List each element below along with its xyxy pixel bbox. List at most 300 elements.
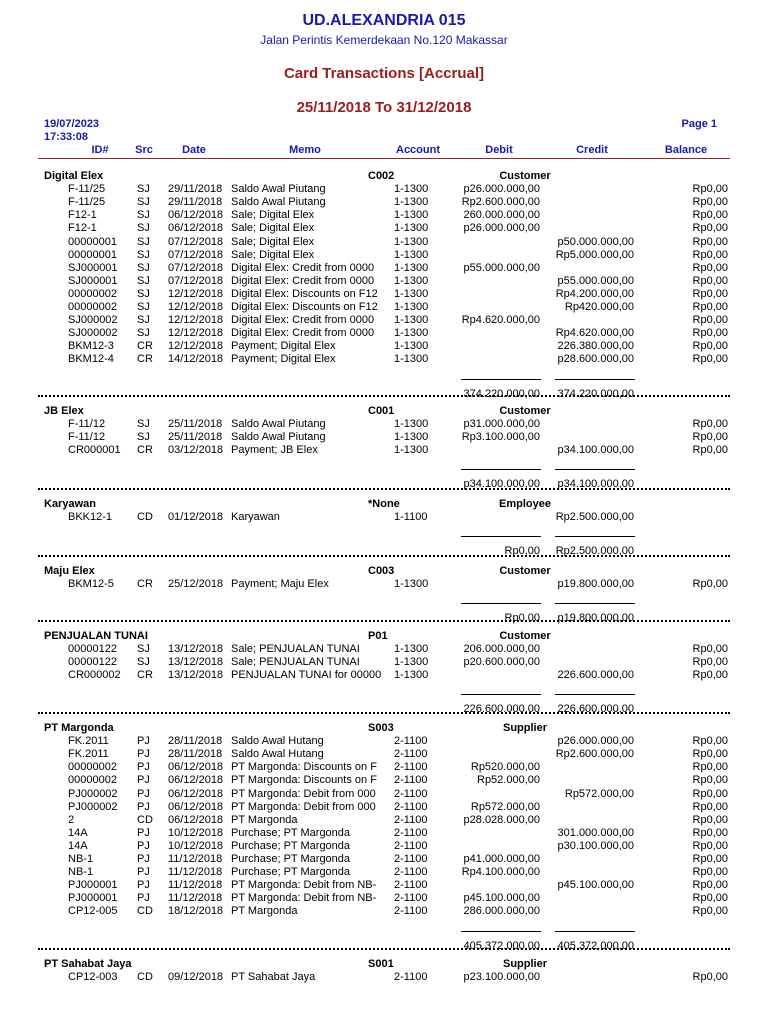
cell-balance: Rp0,00 bbox=[692, 236, 728, 248]
card-section bbox=[0, 498, 768, 557]
cell-date: 12/12/2018 bbox=[168, 314, 224, 326]
cell-src: SJ bbox=[137, 656, 150, 668]
cell-date: 06/12/2018 bbox=[168, 222, 224, 234]
cell-date: 11/12/2018 bbox=[168, 866, 223, 878]
cell-src: SJ bbox=[137, 275, 150, 287]
cell-account: 1-1300 bbox=[394, 209, 429, 221]
cell-debit: Rp52.000,00 bbox=[477, 774, 540, 786]
cell-balance: Rp0,00 bbox=[692, 196, 728, 208]
cell-memo: PT Margonda: Debit from NB- bbox=[231, 892, 377, 904]
table-row bbox=[0, 879, 768, 892]
cell-balance: Rp0,00 bbox=[692, 971, 728, 983]
cell-debit bbox=[440, 827, 540, 840]
cell-account: 1-1300 bbox=[394, 222, 429, 234]
cell-date: 06/12/2018 bbox=[168, 774, 224, 786]
card-code: C002 bbox=[368, 170, 395, 182]
report-title: Card Transactions [Accrual] bbox=[283, 65, 485, 82]
cell-id: PJ000001 bbox=[68, 892, 118, 904]
cell-id: CR000001 bbox=[68, 444, 121, 456]
cell-account: 1-1300 bbox=[394, 275, 429, 287]
cell-memo: PT Margonda: Debit from 000 bbox=[231, 801, 376, 813]
column-header-id: ID# bbox=[91, 144, 109, 156]
total-credit: 374.220.000,00 bbox=[557, 388, 634, 400]
cell-date: 11/12/2018 bbox=[168, 879, 223, 891]
cell-date: 12/12/2018 bbox=[168, 288, 224, 300]
cell-credit bbox=[540, 801, 634, 814]
cell-debit bbox=[440, 788, 540, 801]
cell-debit: p26.000.000,00 bbox=[463, 183, 540, 195]
section-divider bbox=[38, 488, 730, 490]
total-credit: 405.372.000,00 bbox=[557, 940, 634, 952]
section-divider bbox=[38, 948, 730, 950]
cell-account: 1-1300 bbox=[394, 656, 429, 668]
card-type: Customer bbox=[499, 405, 551, 417]
cell-memo: Purchase; PT Margonda bbox=[231, 866, 351, 878]
cell-date: 07/12/2018 bbox=[168, 275, 224, 287]
cell-date: 14/12/2018 bbox=[168, 353, 224, 365]
table-row bbox=[0, 314, 768, 327]
cell-account: 2-1100 bbox=[394, 892, 428, 904]
cell-debit: 260.000.000,00 bbox=[463, 209, 540, 221]
cell-debit: Rp572.000,00 bbox=[470, 801, 540, 813]
cell-memo: PT Sahabat Jaya bbox=[231, 971, 316, 983]
print-date: 19/07/2023 bbox=[44, 118, 100, 130]
cell-debit: p20.600.000,00 bbox=[463, 656, 540, 668]
cell-memo: Digital Elex: Discounts on F12 bbox=[231, 301, 378, 313]
column-header-debit: Debit bbox=[485, 144, 513, 156]
cell-src: SJ bbox=[137, 183, 150, 195]
cell-credit bbox=[540, 262, 634, 275]
total-debit: 405.372.000,00 bbox=[463, 940, 540, 952]
cell-account: 2-1100 bbox=[394, 879, 428, 891]
total-debit: p34.100.000,00 bbox=[463, 478, 540, 490]
cell-debit: p55.000.000,00 bbox=[463, 262, 540, 274]
cell-credit: p45.100.000,00 bbox=[557, 879, 634, 891]
cell-credit: Rp420.000,00 bbox=[564, 301, 634, 313]
cell-credit: p34.100.000,00 bbox=[557, 444, 634, 456]
cell-date: 29/11/2018 bbox=[168, 183, 223, 195]
cell-date: 06/12/2018 bbox=[168, 209, 224, 221]
card-section bbox=[0, 405, 768, 490]
cell-balance: Rp0,00 bbox=[692, 801, 728, 813]
cell-credit bbox=[540, 222, 634, 235]
cell-id: SJ000002 bbox=[68, 327, 118, 339]
cell-credit bbox=[540, 196, 634, 209]
column-header-date: Date bbox=[182, 144, 206, 156]
cell-src: CD bbox=[137, 905, 153, 917]
cell-debit bbox=[440, 748, 540, 761]
cell-account: 1-1300 bbox=[394, 288, 429, 300]
cell-id: SJ000001 bbox=[68, 262, 118, 274]
table-row bbox=[0, 656, 768, 669]
cell-id: 00000002 bbox=[68, 301, 117, 313]
card-section bbox=[0, 170, 768, 400]
cell-date: 25/11/2018 bbox=[168, 418, 223, 430]
cell-credit bbox=[540, 209, 634, 222]
total-rule-debit bbox=[461, 931, 541, 932]
cell-balance: Rp0,00 bbox=[692, 814, 728, 826]
cell-credit: Rp5.000.000,00 bbox=[555, 249, 634, 261]
cell-src: PJ bbox=[137, 879, 150, 891]
cell-account: 1-1300 bbox=[394, 578, 429, 590]
cell-memo: Payment; Digital Elex bbox=[231, 340, 336, 352]
total-rule-credit bbox=[555, 536, 635, 537]
section-divider bbox=[38, 620, 730, 622]
cell-debit: p45.100.000,00 bbox=[463, 892, 540, 904]
cell-balance: Rp0,00 bbox=[692, 643, 728, 655]
total-rule-debit bbox=[461, 603, 541, 604]
cell-date: 06/12/2018 bbox=[168, 814, 224, 826]
cell-src: PJ bbox=[137, 866, 150, 878]
cell-account: 1-1300 bbox=[394, 183, 429, 195]
cell-account: 1-1300 bbox=[394, 444, 429, 456]
cell-debit: Rp4.620.000,00 bbox=[461, 314, 540, 326]
cell-memo: Digital Elex: Credit from 0000 bbox=[231, 314, 375, 326]
table-row bbox=[0, 262, 768, 275]
cell-memo: Digital Elex: Credit from 0000 bbox=[231, 262, 375, 274]
cell-memo: Purchase; PT Margonda bbox=[231, 853, 351, 865]
cell-debit: p41.000.000,00 bbox=[463, 853, 540, 865]
cell-account: 1-1300 bbox=[394, 196, 429, 208]
cell-src: SJ bbox=[137, 249, 150, 261]
cell-id: 00000002 bbox=[68, 761, 117, 773]
total-rule-debit bbox=[461, 379, 541, 380]
card-name: Maju Elex bbox=[44, 565, 95, 577]
cell-credit: p28.600.000,00 bbox=[557, 353, 634, 365]
cell-id: 00000122 bbox=[68, 656, 117, 668]
cell-date: 07/12/2018 bbox=[168, 249, 224, 261]
cell-memo: Digital Elex: Credit from 0000 bbox=[231, 275, 375, 287]
cell-id: F12-1 bbox=[68, 209, 97, 221]
table-row bbox=[0, 788, 768, 801]
cell-credit: Rp2.600.000,00 bbox=[555, 748, 634, 760]
cell-account: 2-1100 bbox=[394, 814, 428, 826]
cell-id: 00000002 bbox=[68, 774, 117, 786]
cell-date: 28/11/2018 bbox=[168, 748, 223, 760]
cell-credit: 301.000.000,00 bbox=[557, 827, 634, 839]
cell-account: 2-1100 bbox=[394, 735, 428, 747]
cell-src: PJ bbox=[137, 788, 150, 800]
cell-debit bbox=[440, 249, 540, 262]
cell-credit: 226.380.000,00 bbox=[557, 340, 634, 352]
cell-src: SJ bbox=[137, 327, 150, 339]
cell-account: 1-1300 bbox=[394, 301, 429, 313]
card-code: P01 bbox=[368, 630, 388, 642]
cell-src: CD bbox=[137, 971, 153, 983]
cell-debit bbox=[440, 236, 540, 249]
card-name: PT Sahabat Jaya bbox=[44, 958, 132, 970]
column-header-memo: Memo bbox=[289, 144, 321, 156]
cell-src: PJ bbox=[137, 827, 150, 839]
cell-account: 1-1100 bbox=[394, 511, 428, 523]
card-name: Digital Elex bbox=[44, 170, 104, 182]
card-name: Karyawan bbox=[44, 498, 96, 510]
cell-credit: p55.000.000,00 bbox=[557, 275, 634, 287]
cell-id: CP12-005 bbox=[68, 905, 118, 917]
cell-date: 12/12/2018 bbox=[168, 340, 224, 352]
cell-memo: Digital Elex: Credit from 0000 bbox=[231, 327, 375, 339]
total-debit: Rp0,00 bbox=[504, 612, 540, 624]
column-header-credit: Credit bbox=[576, 144, 608, 156]
cell-credit bbox=[540, 431, 634, 444]
cell-date: 13/12/2018 bbox=[168, 669, 224, 681]
cell-balance: Rp0,00 bbox=[692, 249, 728, 261]
print-time: 17:33:08 bbox=[44, 131, 89, 143]
cell-date: 13/12/2018 bbox=[168, 643, 224, 655]
cell-account: 1-1300 bbox=[394, 327, 429, 339]
cell-credit: p30.100.000,00 bbox=[557, 840, 634, 852]
cell-credit bbox=[540, 656, 634, 669]
cell-balance: Rp0,00 bbox=[692, 892, 728, 904]
cell-credit bbox=[540, 866, 634, 879]
table-row bbox=[0, 340, 768, 353]
cell-id: 00000122 bbox=[68, 643, 117, 655]
cell-id: CR000002 bbox=[68, 669, 121, 681]
cell-balance: Rp0,00 bbox=[692, 905, 728, 917]
cell-src: CR bbox=[137, 669, 153, 681]
cell-debit: p26.000.000,00 bbox=[463, 222, 540, 234]
cell-src: SJ bbox=[137, 418, 150, 430]
cell-memo: PT Margonda: Debit from 000 bbox=[231, 788, 376, 800]
card-name: PENJUALAN TUNAI bbox=[44, 630, 148, 642]
cell-date: 28/11/2018 bbox=[168, 735, 223, 747]
cell-account: 2-1100 bbox=[394, 840, 428, 852]
cell-balance: Rp0,00 bbox=[692, 275, 728, 287]
cell-memo: Purchase; PT Margonda bbox=[231, 840, 351, 852]
company-address: Jalan Perintis Kemerdekaan No.120 Makassar bbox=[260, 33, 508, 47]
cell-credit: Rp572.000,00 bbox=[564, 788, 634, 800]
cell-id: F-11/25 bbox=[68, 196, 106, 208]
card-name: PT Margonda bbox=[44, 722, 114, 734]
cell-src: CD bbox=[137, 814, 153, 826]
cell-memo: Sale; Digital Elex bbox=[231, 249, 315, 261]
cell-debit bbox=[440, 578, 540, 591]
cell-account: 2-1100 bbox=[394, 905, 428, 917]
cell-memo: Digital Elex: Discounts on F12 bbox=[231, 288, 378, 300]
cell-id: BKM12-4 bbox=[68, 353, 114, 365]
total-debit: 374.220.000,00 bbox=[463, 388, 540, 400]
total-credit: Rp2.500.000,00 bbox=[555, 545, 634, 557]
section-divider bbox=[38, 395, 730, 397]
column-header-src: Src bbox=[135, 144, 153, 156]
cell-src: SJ bbox=[137, 209, 150, 221]
cell-src: SJ bbox=[137, 431, 150, 443]
cell-memo: Sale; Digital Elex bbox=[231, 236, 315, 248]
table-row bbox=[0, 275, 768, 288]
cell-debit bbox=[440, 301, 540, 314]
cell-date: 25/11/2018 bbox=[168, 431, 223, 443]
table-row bbox=[0, 748, 768, 761]
cell-memo: Saldo Awal Piutang bbox=[231, 183, 326, 195]
cell-account: 2-1100 bbox=[394, 774, 428, 786]
card-section bbox=[0, 958, 768, 983]
cell-credit: p19.800.000,00 bbox=[557, 578, 634, 590]
cell-balance: Rp0,00 bbox=[692, 761, 728, 773]
cell-src: CR bbox=[137, 444, 153, 456]
cell-credit bbox=[540, 853, 634, 866]
cell-id: PJ000002 bbox=[68, 801, 118, 813]
table-row bbox=[0, 444, 768, 457]
cell-balance bbox=[640, 511, 728, 524]
cell-src: SJ bbox=[137, 236, 150, 248]
cell-id: SJ000002 bbox=[68, 314, 118, 326]
cell-debit: Rp520.000,00 bbox=[470, 761, 540, 773]
cell-id: FK.2011 bbox=[68, 748, 109, 760]
cell-debit bbox=[440, 840, 540, 853]
cell-src: CR bbox=[137, 353, 153, 365]
table-row bbox=[0, 196, 768, 209]
cell-src: PJ bbox=[137, 748, 150, 760]
cell-account: 1-1300 bbox=[394, 314, 429, 326]
table-row bbox=[0, 840, 768, 853]
cell-memo: PT Margonda: Debit from NB- bbox=[231, 879, 377, 891]
cell-account: 2-1100 bbox=[394, 748, 428, 760]
cell-balance: Rp0,00 bbox=[692, 301, 728, 313]
table-row bbox=[0, 669, 768, 682]
cell-date: 01/12/2018 bbox=[168, 511, 224, 523]
cell-date: 29/11/2018 bbox=[168, 196, 223, 208]
cell-memo: Payment; Maju Elex bbox=[231, 578, 329, 590]
cell-account: 2-1100 bbox=[394, 971, 428, 983]
table-row bbox=[0, 735, 768, 748]
total-rule-debit bbox=[461, 536, 541, 537]
cell-credit bbox=[540, 314, 634, 327]
cell-date: 12/12/2018 bbox=[168, 301, 224, 313]
cell-date: 07/12/2018 bbox=[168, 236, 224, 248]
section-divider bbox=[38, 555, 730, 557]
cell-balance: Rp0,00 bbox=[692, 222, 728, 234]
cell-credit bbox=[540, 892, 634, 905]
cell-memo: Saldo Awal Piutang bbox=[231, 431, 326, 443]
table-row bbox=[0, 236, 768, 249]
card-code: C001 bbox=[368, 405, 395, 417]
cell-account: 2-1100 bbox=[394, 761, 428, 773]
cell-debit bbox=[440, 511, 540, 524]
cell-balance: Rp0,00 bbox=[692, 418, 728, 430]
card-type: Customer bbox=[499, 565, 551, 577]
table-row bbox=[0, 578, 768, 591]
cell-memo: Saldo Awal Hutang bbox=[231, 748, 324, 760]
cell-memo: Sale; PENJUALAN TUNAI bbox=[231, 643, 360, 655]
cell-memo: Saldo Awal Piutang bbox=[231, 196, 326, 208]
cell-memo: Purchase; PT Margonda bbox=[231, 827, 351, 839]
cell-date: 06/12/2018 bbox=[168, 788, 224, 800]
cell-debit: 206.000.000,00 bbox=[463, 643, 540, 655]
cell-balance: Rp0,00 bbox=[692, 431, 728, 443]
page-number: Page 1 bbox=[681, 118, 717, 130]
total-debit: 226.600.000,00 bbox=[463, 703, 540, 715]
cell-date: 11/12/2018 bbox=[168, 892, 223, 904]
cell-credit bbox=[540, 814, 634, 827]
report-period: 25/11/2018 To 31/12/2018 bbox=[296, 99, 472, 116]
card-code: C003 bbox=[368, 565, 395, 577]
total-rule-debit bbox=[461, 469, 541, 470]
cell-src: PJ bbox=[137, 774, 150, 786]
table-row bbox=[0, 222, 768, 235]
cell-date: 13/12/2018 bbox=[168, 656, 224, 668]
card-code: S003 bbox=[368, 722, 394, 734]
cell-id: 14A bbox=[68, 840, 88, 852]
card-type: Customer bbox=[499, 630, 551, 642]
cell-credit bbox=[540, 905, 634, 918]
cell-src: PJ bbox=[137, 801, 150, 813]
cell-credit: 226.600.000,00 bbox=[557, 669, 634, 681]
cell-account: 2-1100 bbox=[394, 788, 428, 800]
cell-balance: Rp0,00 bbox=[692, 827, 728, 839]
cell-date: 06/12/2018 bbox=[168, 761, 224, 773]
table-row bbox=[0, 183, 768, 196]
card-type: Employee bbox=[499, 498, 551, 510]
table-row bbox=[0, 327, 768, 340]
cell-id: BKK12-1 bbox=[68, 511, 113, 523]
cell-id: FK.2011 bbox=[68, 735, 109, 747]
cell-account: 1-1300 bbox=[394, 643, 429, 655]
cell-debit bbox=[440, 288, 540, 301]
cell-credit bbox=[540, 183, 634, 196]
cell-account: 2-1100 bbox=[394, 853, 428, 865]
card-code: *None bbox=[368, 498, 400, 510]
table-row bbox=[0, 431, 768, 444]
table-row bbox=[0, 249, 768, 262]
total-credit: 226.600.000,00 bbox=[557, 703, 634, 715]
total-rule-credit bbox=[555, 931, 635, 932]
cell-balance: Rp0,00 bbox=[692, 314, 728, 326]
cell-memo: Sale; Digital Elex bbox=[231, 222, 315, 234]
cell-account: 1-1300 bbox=[394, 262, 429, 274]
cell-balance: Rp0,00 bbox=[692, 288, 728, 300]
cell-account: 1-1300 bbox=[394, 669, 429, 681]
cell-memo: PENJUALAN TUNAI for 00000 bbox=[231, 669, 382, 681]
cell-debit: Rp3.100.000,00 bbox=[461, 431, 540, 443]
total-rule-credit bbox=[555, 379, 635, 380]
cell-balance: Rp0,00 bbox=[692, 327, 728, 339]
total-rule-debit bbox=[461, 694, 541, 695]
cell-src: SJ bbox=[137, 262, 150, 274]
table-row bbox=[0, 971, 768, 984]
section-divider bbox=[38, 712, 730, 714]
cell-account: 2-1100 bbox=[394, 866, 428, 878]
company-name: UD.ALEXANDRIA 015 bbox=[302, 12, 466, 29]
table-row bbox=[0, 801, 768, 814]
cell-id: BKM12-3 bbox=[68, 340, 114, 352]
cell-balance: Rp0,00 bbox=[692, 866, 728, 878]
cell-balance: Rp0,00 bbox=[692, 656, 728, 668]
cell-src: SJ bbox=[137, 196, 150, 208]
cell-balance: Rp0,00 bbox=[692, 262, 728, 274]
cell-credit: Rp2.500.000,00 bbox=[555, 511, 634, 523]
cell-date: 06/12/2018 bbox=[168, 801, 224, 813]
cell-debit bbox=[440, 275, 540, 288]
table-row bbox=[0, 643, 768, 656]
total-debit: Rp0,00 bbox=[504, 545, 540, 557]
cell-balance: Rp0,00 bbox=[692, 840, 728, 852]
cell-memo: Karyawan bbox=[231, 511, 280, 523]
cell-credit bbox=[540, 643, 634, 656]
table-row bbox=[0, 905, 768, 918]
cell-id: 00000001 bbox=[68, 236, 117, 248]
cell-id: F12-1 bbox=[68, 222, 97, 234]
cell-debit bbox=[440, 879, 540, 892]
cell-src: PJ bbox=[137, 840, 150, 852]
cell-id: F-11/12 bbox=[68, 418, 106, 430]
total-credit: p19.800.000,00 bbox=[557, 612, 634, 624]
cell-src: SJ bbox=[137, 301, 150, 313]
column-header-balance: Balance bbox=[664, 144, 708, 156]
cell-account: 2-1100 bbox=[394, 801, 428, 813]
cell-src: PJ bbox=[137, 853, 150, 865]
cell-balance: Rp0,00 bbox=[692, 735, 728, 747]
cell-memo: Sale; PENJUALAN TUNAI bbox=[231, 656, 360, 668]
